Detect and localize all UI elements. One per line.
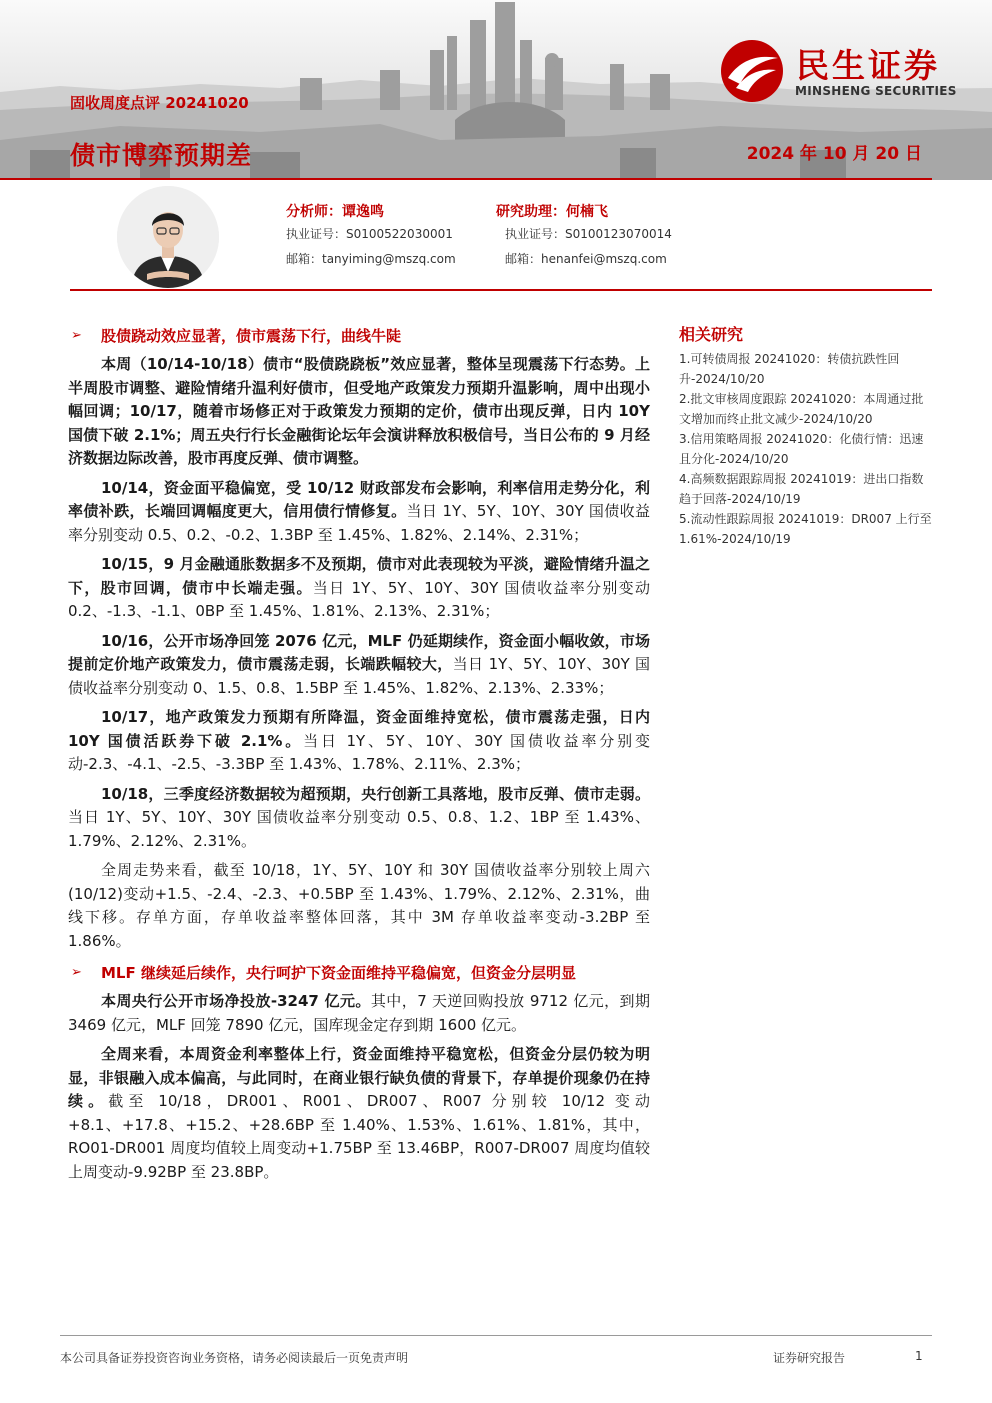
paragraph-bold: 全周来看，本周资金利率整体上行，资金面维持平稳宽松，但资金分层仍较为明显，非银融入成本偏高，与此同时，在商业银行缺负债的背景下，存单提价现象仍在持续。 (68, 1045, 650, 1110)
analyst-role: 分析师：谭逸鸣 (286, 204, 384, 220)
assistant-email[interactable]: 邮箱：henanfei@mszq.com (505, 252, 667, 266)
section-heading (68, 322, 650, 348)
assistant-name (496, 201, 608, 221)
analyst-photo (117, 186, 219, 288)
related-research-link[interactable]: 3.信用策略周报 20241020：化债行情：迅速且分化-2024/10/20 (679, 432, 924, 466)
paragraph (68, 783, 650, 854)
paragraph-text: 全周走势来看，截至 10/18，1Y、5Y、10Y 和 30Y 国债收益率分别较上周六(10/12)变动+1.5、-2.4、-2.3、+0.5BP 至 1.43%、1.79%、2.12%、2.31%，曲线下移。存单方面，存单收益率整体回落，其中 3M 存单收益率变动-3.2BP 至 1.86%。 (68, 861, 650, 950)
paragraph-bold: 本周央行公开市场净投放-3247 亿元。 (101, 992, 371, 1010)
related-research-link[interactable]: 1.可转债周报 20241020：转债抗跌性回升-2024/10/20 (679, 352, 900, 386)
section-heading (68, 959, 650, 985)
header-divider (70, 289, 932, 291)
analyst-name (286, 201, 384, 221)
related-research-link[interactable]: 2.批文审核周度跟踪 20241020：本周通过批文增加而终止批文减少-2024/10/20 (679, 392, 924, 426)
report-date: 2024 年 10 月 20 日 (746, 144, 922, 164)
logo-text-cn: 民生证券 (796, 46, 940, 85)
page-number: 1 (915, 1349, 923, 1363)
paragraph (68, 1043, 650, 1184)
paragraph (68, 630, 650, 701)
report-type: 固收周度点评 20241020 (70, 94, 249, 112)
assistant-cert: 执业证号：S0100123070014 (505, 227, 672, 241)
paragraph-text: 当日 1Y、5Y、10Y、30Y 国债收益率分别变动 0.5、0.8、1.2、1BP 至 1.43%、1.79%、2.12%、2.31%。 (68, 808, 650, 850)
footer-report-kind: 证券研究报告 (773, 1351, 846, 1365)
paragraph (68, 477, 650, 548)
logo-text-en: MINSHENG SECURITIES (795, 84, 957, 98)
footer-disclaimer: 本公司具备证券投资咨询业务资格，请务必阅读最后一页免责声明 (60, 1351, 409, 1365)
arrow-bullet-icon: ➢ (71, 964, 82, 980)
analyst-avatar (117, 186, 219, 288)
related-research-title: 相关研究 (679, 325, 744, 344)
paragraph-text: 当日 1Y、5Y、10Y、30Y 国债收益率分别变动 0.2、-1.3、-1.1、0BP 至 1.45%、1.81%、2.13%、2.31%； (68, 578, 650, 620)
analyst-email[interactable]: 邮箱：tanyiming@mszq.com (286, 252, 456, 266)
minsheng-logo-icon (718, 38, 786, 104)
paragraph (68, 553, 650, 624)
paragraph (68, 706, 650, 777)
paragraph-bold: 本周（10/14-10/18）债市“股债跷跷板”效应显著，整体呈现震荡下行态势。上半周股市调整、避险情绪升温利好债市，但受地产政策发力预期升温影响，周中出现小幅回调；10/17，随着市场修正对于政策发力预期的定价，债市出现反弹，日内 10Y 国债下破 2.1%；周五央行行长金融街论坛年会演讲释放积极信号，当日公布的 9 月经济数据边际改善，股市再度反弹、债市调整。 (68, 355, 650, 467)
related-research (679, 322, 934, 549)
assistant-role: 研究助理：何楠飞 (496, 204, 608, 220)
paragraph-bold: 10/14，资金面平稳偏宽，受 10/12 财政部发布会影响，利率信用走势分化，利率债补跌，长端回调幅度更大，信用债行情修复。 (68, 478, 650, 520)
related-research-link[interactable]: 5.流动性跟踪周报 20241019：DR007 上行至 1.61%-2024/10/19 (679, 512, 932, 546)
paragraph (68, 353, 650, 471)
footer-divider (60, 1335, 932, 1336)
paragraph-text: 其中，7 天逆回购投放 9712 亿元，到期 3469 亿元，MLF 回笼 7890 亿元，国库现金定存到期 1600 亿元。 (68, 992, 650, 1034)
paragraph-bold: 10/15，9 月金融通胀数据多不及预期，债市对此表现较为平淡，避险情绪升温之下，股市回调，债市中长端走强。 (68, 555, 650, 597)
arrow-bullet-icon: ➢ (71, 327, 82, 343)
paragraph-text: 当日 1Y、5Y、10Y、30Y 国债收益率分别变动 0.5、0.2、-0.2、1.3BP 至 1.45%、1.82%、2.14%、2.31%； (68, 502, 650, 544)
paragraph-bold: 10/16，公开市场净回笼 2076 亿元，MLF 仍延期续作，资金面小幅收敛，市场提前定价地产政策发力，债市震荡走弱，长端跌幅较大， (68, 631, 650, 673)
paragraph-text: 当日 1Y、5Y、10Y、30Y 国债收益率分别变动 0、1.5、0.8、1.5BP 至 1.45%、1.82%、2.13%、2.33%； (68, 655, 650, 697)
report-title: 债市博弈预期差 (70, 141, 253, 170)
section-heading-text: 股债跷动效应显著，债市震荡下行，曲线牛陡 (101, 326, 402, 345)
analyst-cert: 执业证号：S0100522030001 (286, 227, 453, 241)
main-content (68, 322, 650, 1190)
paragraph-bold: 10/17，地产政策发力预期有所降温，资金面维持宽松，债市震荡走强，日内 10Y 国债活跃券下破 2.1%。 (68, 708, 650, 750)
paragraph (68, 990, 650, 1037)
minsheng-logo (718, 38, 968, 104)
banner-underline (0, 178, 932, 180)
paragraph (68, 859, 650, 953)
paragraph-text: 当日 1Y、5Y、10Y、30Y 国债收益率分别变动-2.3、-4.1、-2.5、-3.3BP 至 1.43%、1.78%、2.11%、2.3%； (68, 731, 650, 773)
header-banner (0, 0, 992, 180)
paragraph-text: 截至 10/18，DR001、R001、DR007、R007 分别较 10/12 变动+8.1、+17.8、+15.2、+28.6BP 至 1.40%、1.53%、1.61%、1.81%，其中，RO01-DR001 周度均值较上周变动+1.75BP 至 13.46BP，R007-DR007 周度均值较上周变动-9.92BP 至 23.8BP。 (68, 1092, 650, 1181)
paragraph-bold: 10/18，三季度经济数据较为超预期，央行创新工具落地，股市反弹、债市走弱。 (101, 784, 650, 803)
related-research-link[interactable]: 4.高频数据跟踪周报 20241019：进出口指数趋于回落-2024/10/19 (679, 472, 924, 506)
section-heading-text: MLF 继续延后续作，央行呵护下资金面维持平稳偏宽，但资金分层明显 (101, 963, 576, 982)
